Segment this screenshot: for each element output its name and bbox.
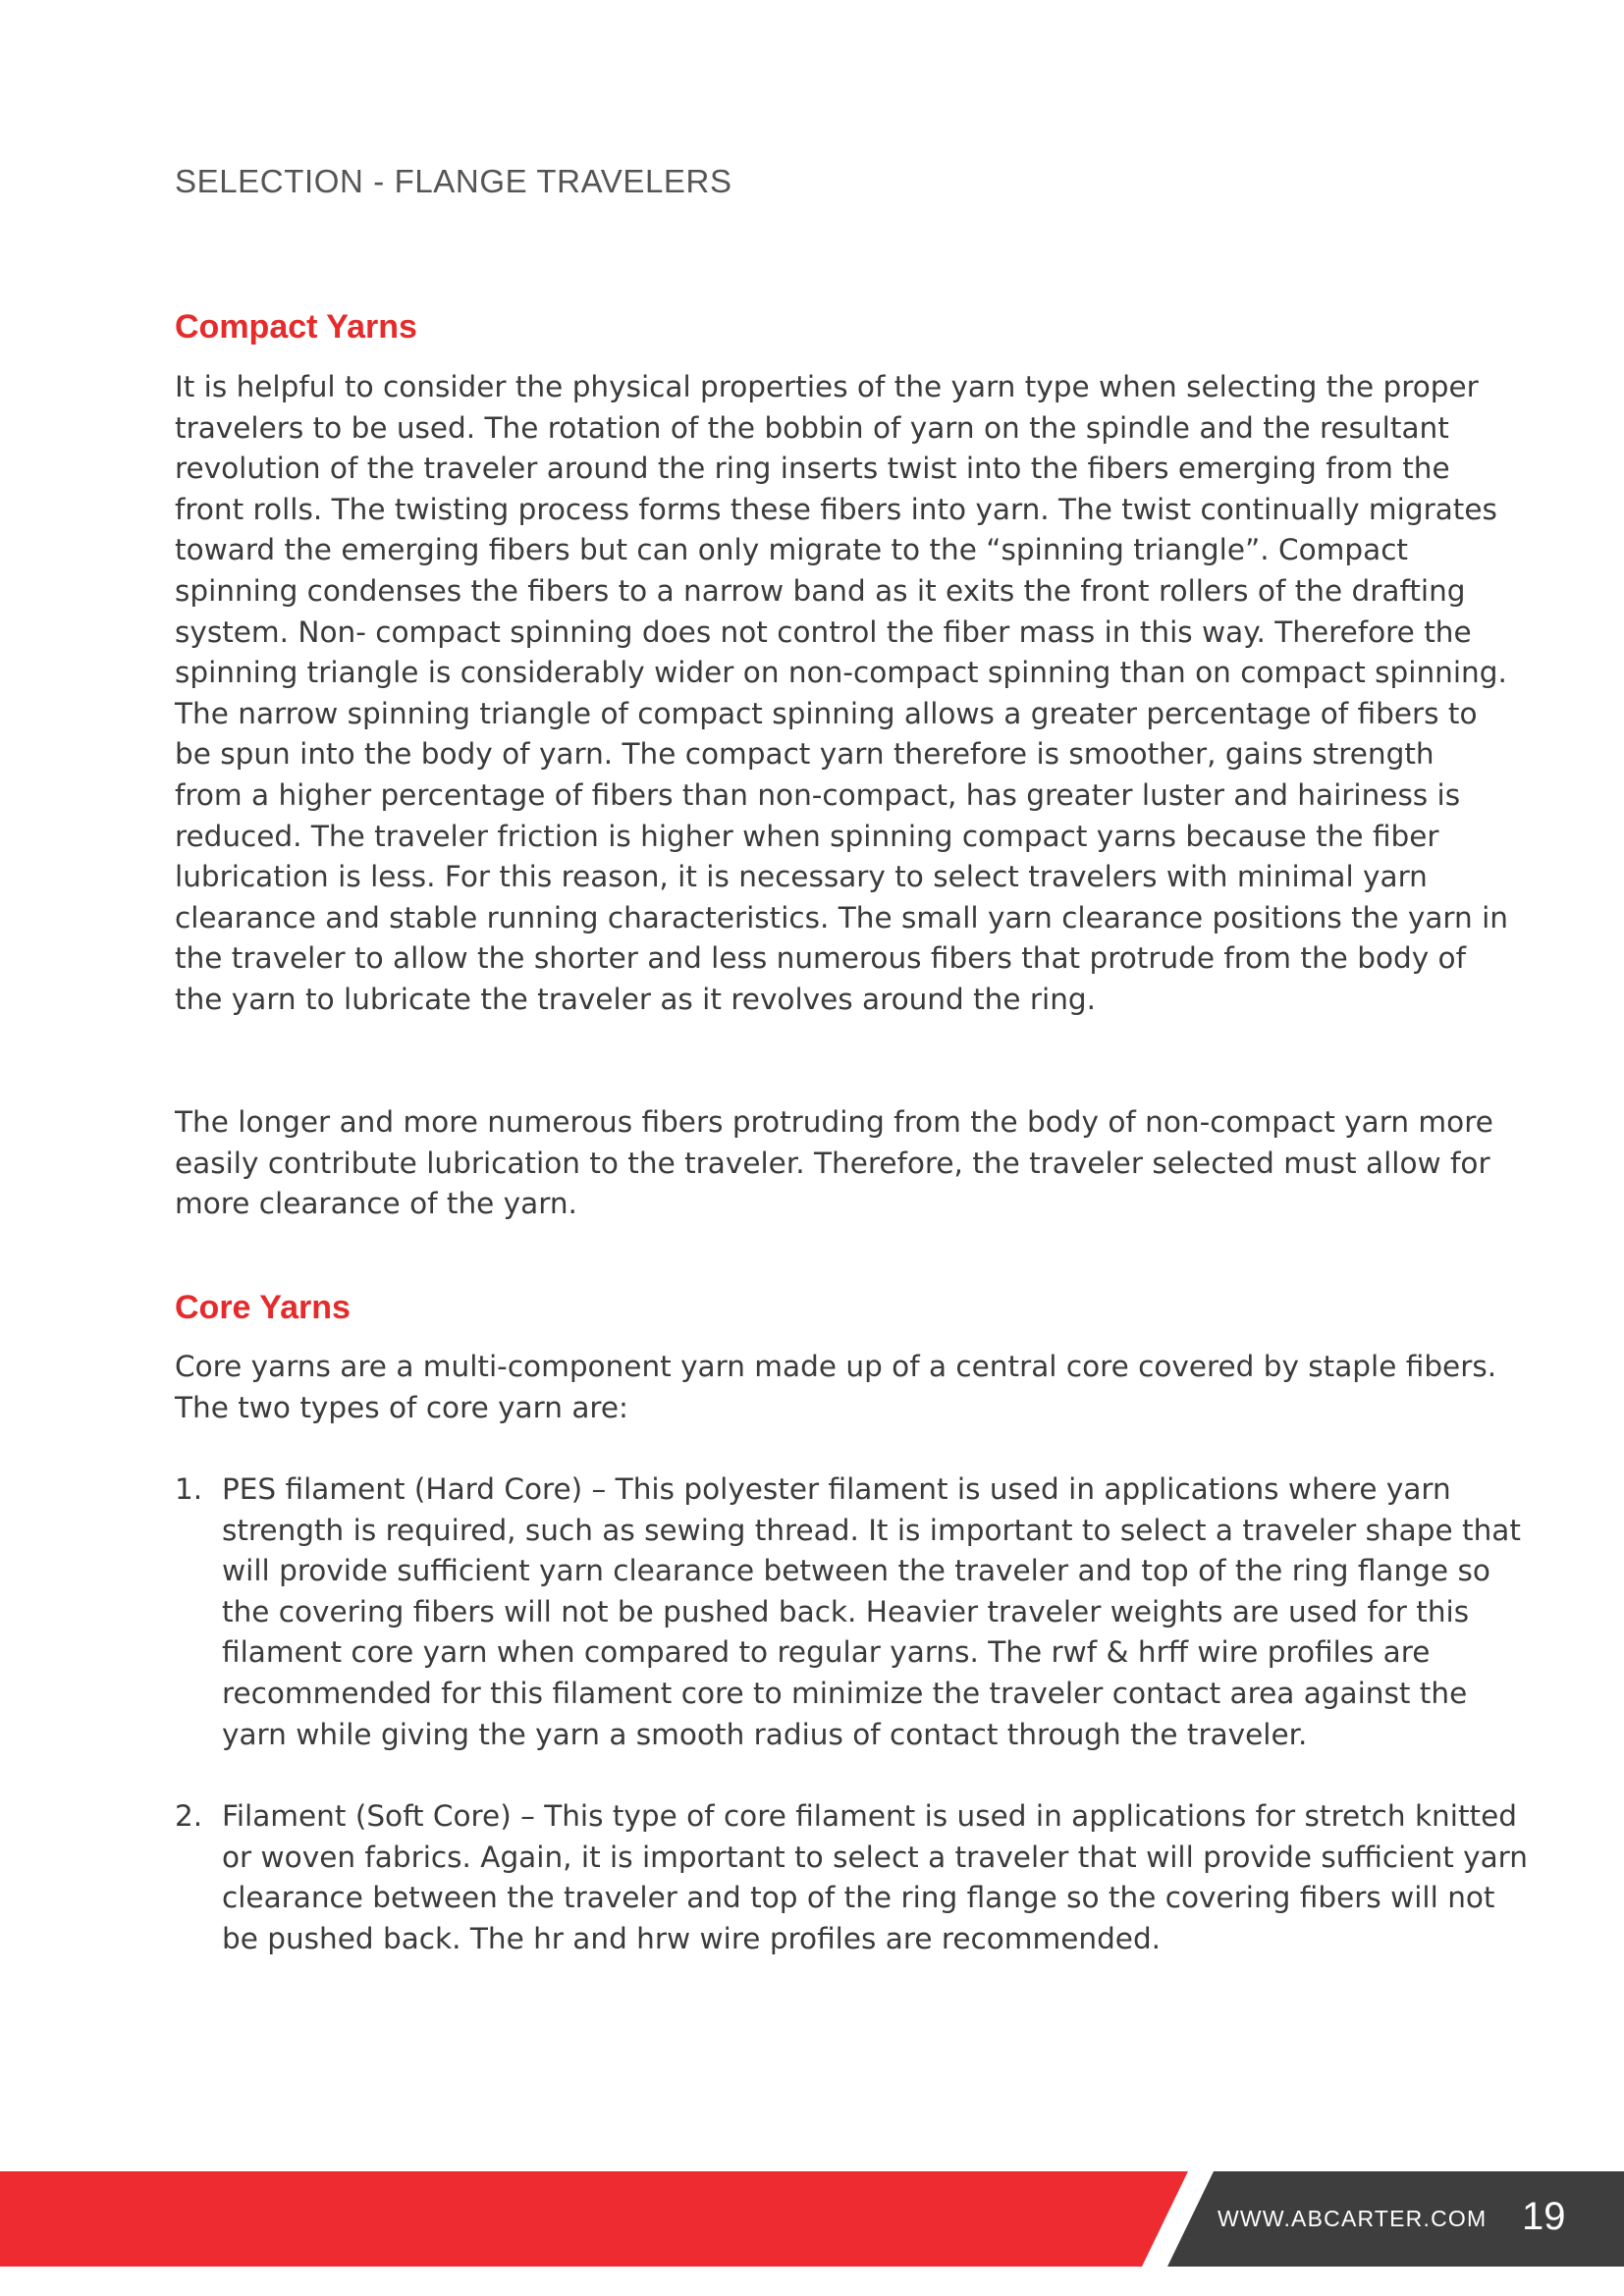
list-item-text: PES filament (Hard Core) – This polyester filament is used in applications where yarn strength is required, such as sewing thread. It is important to select a traveler shape that will provide sufficient yarn clearance between the traveler and top of the ring flange so the covering fibers will not be pushed back. Heavier traveler weights are used for this filament core yarn when compared to regular yarns. The rwf & hrff wire profiles are recommended for this filament core to minimize the traveler contact area against the yarn while giving the yarn a smooth radius of contact through the traveler. bbox=[222, 1472, 1521, 1751]
section-heading-compact-yarns: Compact Yarns bbox=[175, 308, 417, 346]
footer-website-link[interactable]: WWW.ABCARTER.COM bbox=[1218, 2206, 1488, 2231]
page-number: 19 bbox=[1522, 2195, 1566, 2238]
compact-yarns-paragraph-2: The longer and more numerous fibers protruding from the body of non-compact yarn more easily contribute lubrication to the traveler. Therefore, the traveler selected must allow for more clearance of the yarn. bbox=[175, 1105, 1493, 1221]
list-item-text: Filament (Soft Core) – This type of core filament is used in applications for stretch knitted or woven fabrics. Again, it is important to select a traveler that will provide sufficient yarn clearance between the traveler and top of the ring flange so the covering fibers will not be pushed back. The hr and hrw wire profiles are recommended. bbox=[222, 1799, 1528, 1955]
section-heading-core-yarns: Core Yarns bbox=[175, 1289, 351, 1326]
page-header-title: SELECTION - FLANGE TRAVELERS bbox=[175, 163, 732, 199]
list-number: 1. bbox=[175, 1472, 203, 1506]
core-yarn-list-item-1 bbox=[175, 1469, 1530, 1755]
footer-bar bbox=[0, 2171, 1624, 2267]
core-yarn-list-item-2 bbox=[175, 1796, 1530, 1959]
compact-yarns-paragraph-1: It is helpful to consider the physical properties of the yarn type when selecting the proper travelers to be used. The rotation of the bobbin of yarn on the spindle and the resultant revolution of the traveler around the ring inserts twist into the fibers emerging from the front rolls. The twisting process forms these fibers into yarn. The twist continually migrates toward the emerging fibers but can only migrate to the “spinning triangle”. Compact spinning condenses the fibers to a narrow band as it exits the front rollers of the drafting system. Non- compact spinning does not control the fiber mass in this way. Therefore the spinning triangle is considerably wider on non-compact spinning than on compact spinning. The narrow spinning triangle of compact spinning allows a greater percentage of fibers to be spun into the body of yarn. The compact yarn therefore is smoother, gains strength from a higher percentage of fibers than non-compact, has greater luster and hairiness is reduced. The traveler friction is higher when spinning compact yarns because the fiber lubrication is less. For this reason, it is necessary to select travelers with minimal yarn clearance and stable running characteristics. The small yarn clearance positions the yarn in the traveler to allow the shorter and less numerous fibers that protrude from the body of the yarn to lubricate the traveler as it revolves around the ring. bbox=[175, 370, 1508, 1016]
core-yarns-intro: Core yarns are a multi-component yarn made up of a central core covered by staple fibers. The two types of core yarn are: bbox=[175, 1350, 1497, 1424]
list-number: 2. bbox=[175, 1799, 203, 1833]
